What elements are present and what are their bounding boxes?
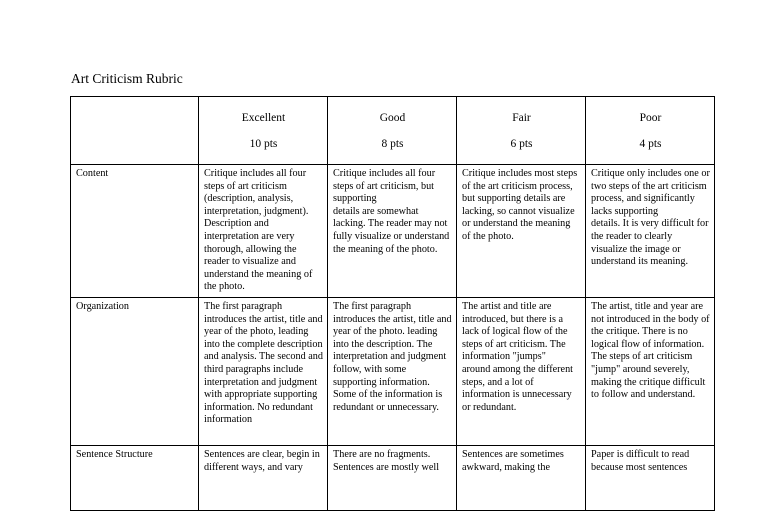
table-row-content <box>71 165 715 298</box>
good-cell: There are no fragments. Sentences are mostly well <box>328 446 457 511</box>
good-cell: Critique includes all four steps of art criticism, but supporting details are somewhat lacking. The reader may not fully visualize or understand the meaning of the photo. <box>328 165 457 298</box>
fair-cell: The artist and title are introduced, but there is a lack of logical flow of the steps of art criticism. The information "jumps" around among the different steps, and a lot of information is unnecessary or redundant. <box>457 298 586 446</box>
criterion-cell: Organization <box>71 298 199 446</box>
header-points: 4 pts <box>639 138 662 150</box>
header-criterion-cell <box>71 97 199 165</box>
excellent-cell: Critique includes all four steps of art criticism (description, analysis, interpretation, judgment). Description and interpretation are very thorough, allowing the reader to visualize and understand the meaning of the photo. <box>199 165 328 298</box>
header-label: Good <box>379 112 406 124</box>
rubric-table <box>70 96 715 511</box>
header-row <box>71 97 715 165</box>
table-row-organization <box>71 298 715 446</box>
header-points: 6 pts <box>510 138 533 150</box>
fair-cell: Critique includes most steps of the art criticism process, but supporting details are lacking, so cannot visualize or understand the meaning of the photo. <box>457 165 586 298</box>
header-fair <box>457 97 586 165</box>
header-points: 10 pts <box>249 138 278 150</box>
header-label: Fair <box>512 112 531 124</box>
poor-cell: Paper is difficult to read because most sentences <box>586 446 715 511</box>
good-cell: The first paragraph introduces the artist, title and year of the photo. leading into the description. The interpretation and judgment follow, with some supporting information. Some of the information is redundant or unnecessary. <box>328 298 457 446</box>
header-points: 8 pts <box>381 138 404 150</box>
page-title: Art Criticism Rubric <box>71 71 183 86</box>
header-label: Poor <box>639 112 662 124</box>
header-excellent <box>199 97 328 165</box>
header-good <box>328 97 457 165</box>
header-label: Excellent <box>241 112 286 124</box>
poor-cell: Critique only includes one or two steps of the art criticism process, and significantly lacks supporting details. It is very difficult for the reader to clearly visualize the image or understand its meaning. <box>586 165 715 298</box>
criterion-cell: Content <box>71 165 199 298</box>
poor-cell: The artist, title and year are not introduced in the body of the critique. There is no logical flow of information. The steps of art criticism "jump" around severely, making the critique difficult to follow and understand. <box>586 298 715 446</box>
criterion-cell: Sentence Structure <box>71 446 199 511</box>
header-poor <box>586 97 715 165</box>
excellent-cell: The first paragraph introduces the artist, title and year of the photo, leading into the complete description and analysis. The second and third paragraphs include interpretation and judgment with appropriate supporting information. No redundant information <box>199 298 328 446</box>
table-row-sentence-structure <box>71 446 715 511</box>
fair-cell: Sentences are sometimes awkward, making the <box>457 446 586 511</box>
excellent-cell: Sentences are clear, begin in different ways, and vary <box>199 446 328 511</box>
